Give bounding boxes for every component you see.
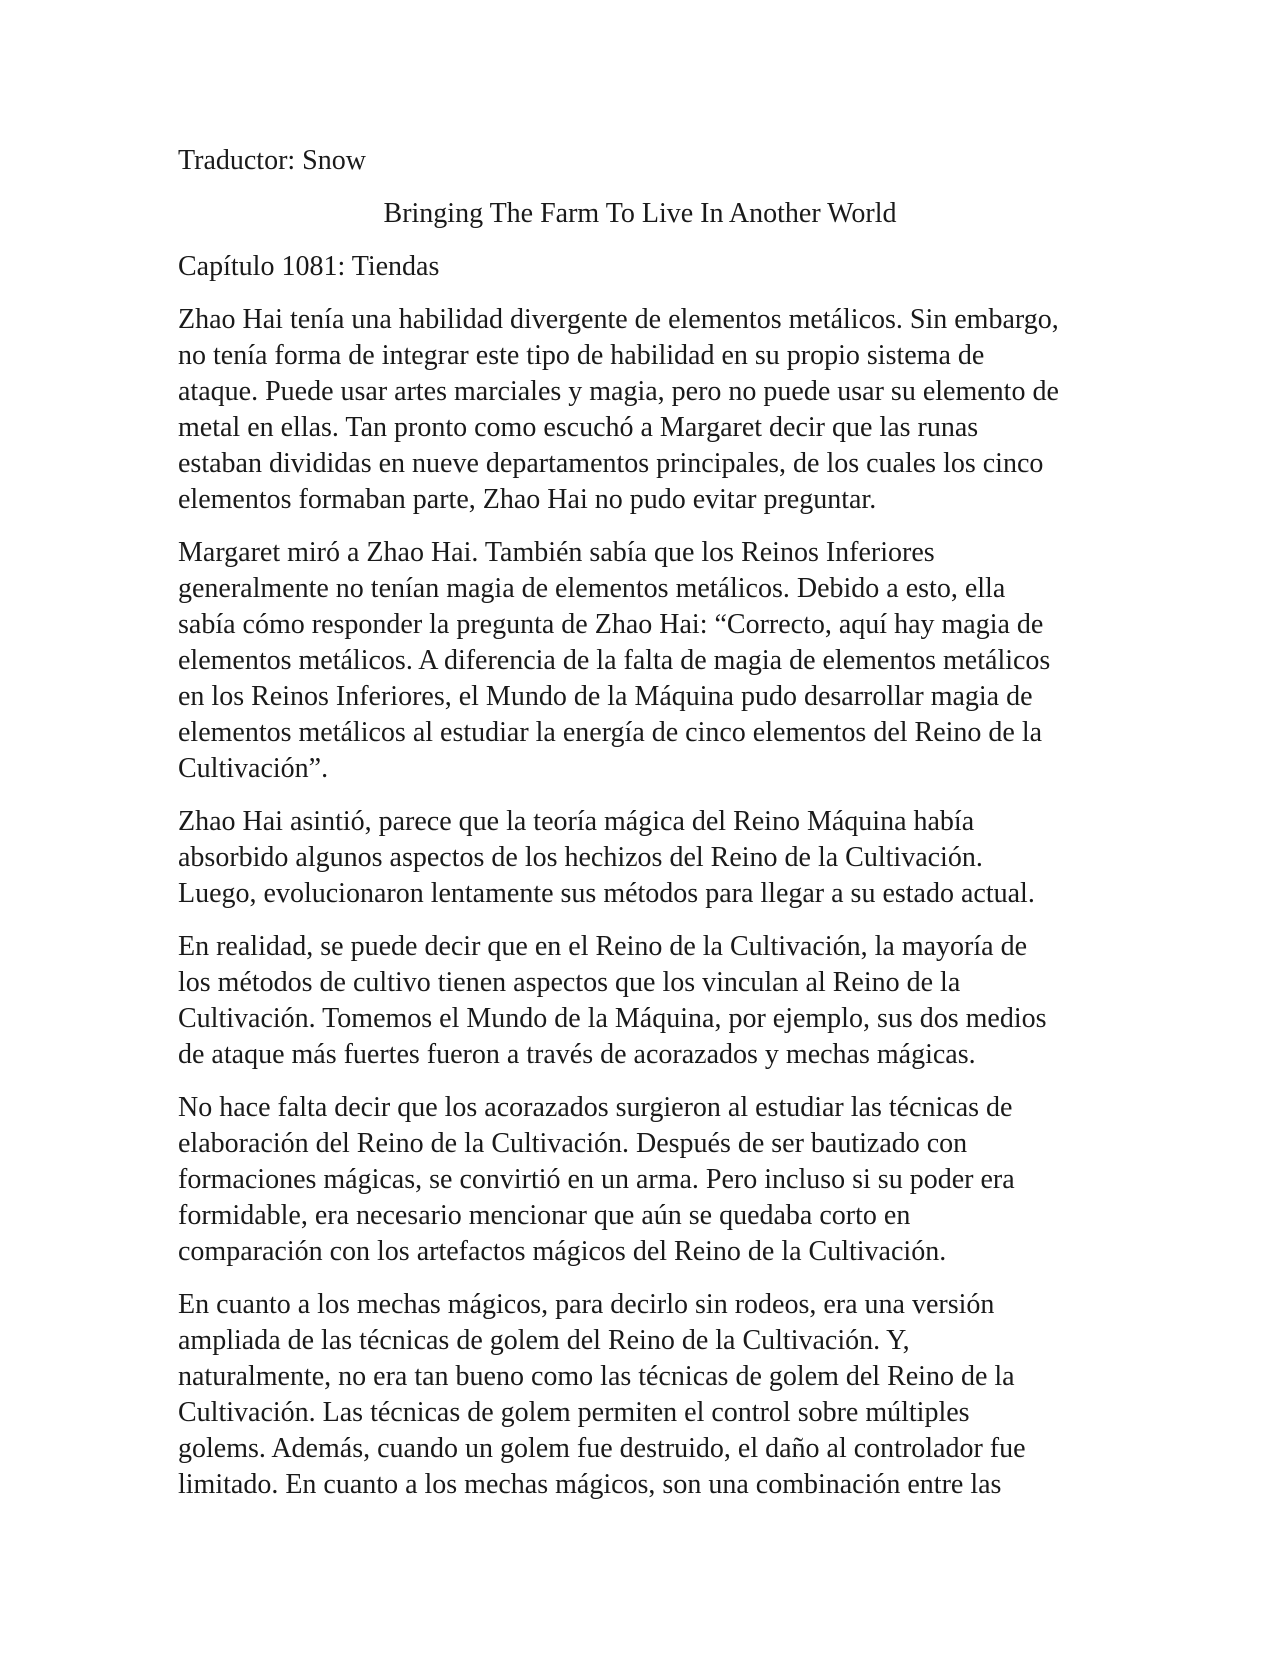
document-body (178, 143, 1118, 1520)
text-line: generalmente no tenían magia de elementos metálicos. Debido a esto, ella (178, 573, 1006, 604)
text-line: elementos metálicos al estudiar la energía de cinco elementos del Reino de la (178, 717, 1043, 748)
text-line: Cultivación. Tomemos el Mundo de la Máquina, por ejemplo, sus dos medios (178, 1003, 1047, 1034)
text-line: formaciones mágicas, se convirtió en un arma. Pero incluso si su poder era (178, 1164, 1015, 1195)
text-line: En cuanto a los mechas mágicos, para decirlo sin rodeos, era una versión (178, 1289, 995, 1320)
text-line: los métodos de cultivo tienen aspectos que los vinculan al Reino de la (178, 967, 961, 998)
paragraph (178, 1287, 1118, 1503)
paragraph (178, 929, 1118, 1073)
text-line: elementos formaban parte, Zhao Hai no pudo evitar preguntar. (178, 484, 877, 515)
text-line: ataque. Puede usar artes marciales y magia, pero no puede usar su elemento de (178, 376, 1059, 407)
text-line: naturalmente, no era tan bueno como las técnicas de golem del Reino de la (178, 1361, 1015, 1392)
text-line: Luego, evolucionaron lentamente sus métodos para llegar a su estado actual. (178, 878, 1035, 909)
text-line: Cultivación. Las técnicas de golem permiten el control sobre múltiples (178, 1397, 970, 1428)
paragraph (178, 535, 1118, 787)
text-line: golems. Además, cuando un golem fue destruido, el daño al controlador fue (178, 1433, 1026, 1464)
text-line: Margaret miró a Zhao Hai. También sabía que los Reinos Inferiores (178, 537, 935, 568)
novel-title: Bringing The Farm To Live In Another World (383, 198, 897, 229)
paragraph (178, 804, 1118, 912)
text-line: absorbido algunos aspectos de los hechizos del Reino de la Cultivación. (178, 842, 983, 873)
paragraph (178, 1090, 1118, 1270)
translator-credit: Traductor: Snow (178, 145, 366, 176)
text-line: Cultivación”. (178, 753, 329, 784)
text-line: sabía cómo responder la pregunta de Zhao Hai: “Correcto, aquí hay magia de (178, 609, 1044, 640)
text-line: En realidad, se puede decir que en el Reino de la Cultivación, la mayoría de (178, 931, 1028, 962)
text-line: no tenía forma de integrar este tipo de habilidad en su propio sistema de (178, 340, 985, 371)
text-line: Zhao Hai asintió, parece que la teoría mágica del Reino Máquina había (178, 806, 975, 837)
text-line: No hace falta decir que los acorazados surgieron al estudiar las técnicas de (178, 1092, 1013, 1123)
text-line: ampliada de las técnicas de golem del Reino de la Cultivación. Y, (178, 1325, 910, 1356)
text-line: elaboración del Reino de la Cultivación. Después de ser bautizado con (178, 1128, 968, 1159)
text-line: comparación con los artefactos mágicos del Reino de la Cultivación. (178, 1236, 947, 1267)
text-line: limitado. En cuanto a los mechas mágicos, son una combinación entre las (178, 1469, 1002, 1500)
text-line: de ataque más fuertes fueron a través de acorazados y mechas mágicas. (178, 1039, 976, 1070)
text-line: en los Reinos Inferiores, el Mundo de la Máquina pudo desarrollar magia de (178, 681, 1033, 712)
paragraph (178, 302, 1118, 518)
text-line: estaban divididas en nueve departamentos principales, de los cuales los cinco (178, 448, 1044, 479)
text-line: Zhao Hai tenía una habilidad divergente de elementos metálicos. Sin embargo, (178, 304, 1059, 335)
chapter-heading: Capítulo 1081: Tiendas (178, 251, 440, 282)
text-line: metal en ellas. Tan pronto como escuchó a Margaret decir que las runas (178, 412, 979, 443)
text-line: elementos metálicos. A diferencia de la falta de magia de elementos metálicos (178, 645, 1051, 676)
text-line: formidable, era necesario mencionar que aún se quedaba corto en (178, 1200, 911, 1231)
